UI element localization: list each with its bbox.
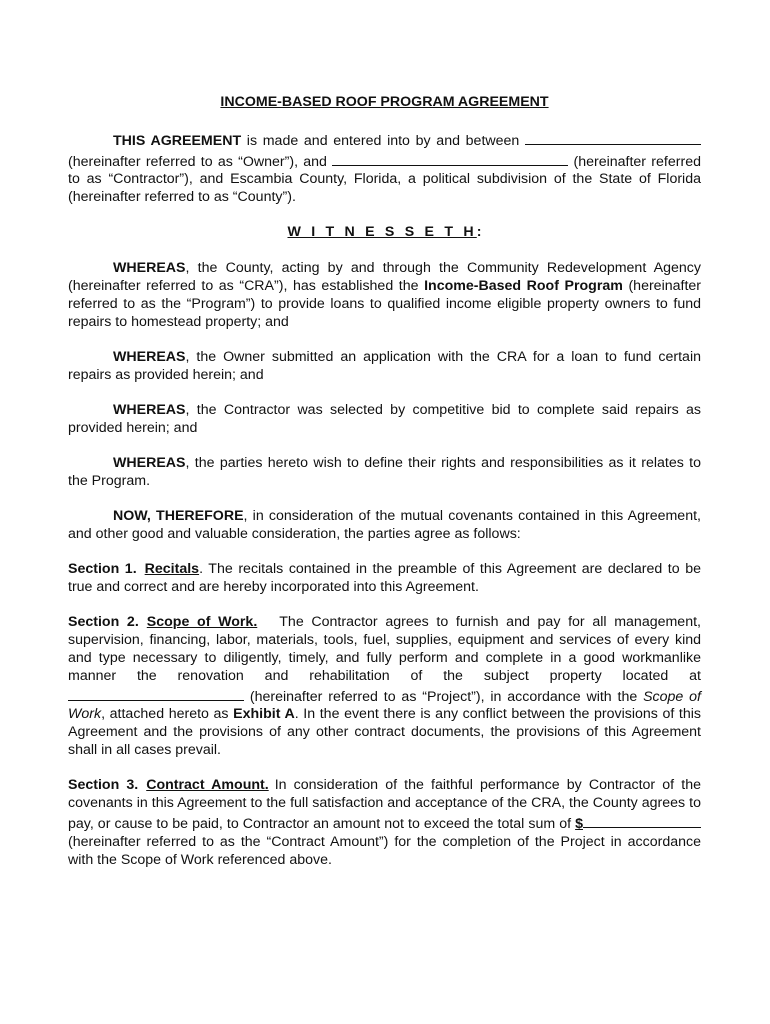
whereas-paragraph-2 — [68, 349, 701, 385]
intro-text-3: (hereinafter referred to as “Contractor”), and Escambia County, Florida, a political subdivision of the State of Florida (hereinafter referred to as “County”). — [68, 153, 701, 206]
document-page — [68, 94, 701, 887]
whereas-2-lead: WHEREAS — [113, 348, 186, 365]
witnesseth-heading — [68, 224, 701, 242]
section-3-title: Contract Amount. — [146, 777, 269, 794]
intro-lead: THIS AGREEMENT — [113, 132, 242, 149]
whereas-4-text: , the parties hereto wish to define their rights and responsibilities as it relates to the Program. — [68, 455, 701, 489]
section-1-text: . The recitals contained in the preamble of this Agreement are declared to be true and correct and are hereby incorporated into this Agreement. — [68, 561, 701, 596]
section-3-text-1: In consideration of the faithful performance by Contractor of the covenants in this Agreement to the full satisfaction and acceptance of the CRA, the County agrees to pay, or cause to be paid, to Contractor an amount not to exceed the total sum of — [68, 777, 701, 832]
section-2-text-4: . In the event there is any conflict between the provisions of this Agreement and the provisions of any other contract documents, the provisions of this Agreement shall in all cases prevail. — [68, 706, 701, 759]
whereas-1-text-1: , the County, acting by and through the Community Redevelopment Agency (hereinafter referred to as “CRA”), has established the — [68, 260, 701, 295]
whereas-paragraph-3 — [68, 402, 701, 438]
contract-amount-blank[interactable] — [583, 813, 701, 828]
section-3-label: Section 3. — [68, 777, 139, 794]
section-3-paragraph — [68, 777, 701, 869]
whereas-1-lead: WHEREAS — [113, 260, 186, 277]
property-address-blank[interactable] — [68, 686, 244, 701]
section-2-text-1: The Contractor agrees to furnish and pay for all management, supervision, financing, labor, materials, tools, fuel, supplies, equipment and services of every kind and type necessary to diligently, timely, and fully perform and complete in a good workmanlike manner the renovation and rehabilitation of the subject property located at — [68, 614, 701, 684]
whereas-4-lead: WHEREAS — [113, 455, 186, 472]
scope-of-work-ref: Scope of Work — [68, 688, 701, 723]
dollar-sign: $ — [575, 815, 583, 832]
whereas-3-text: , the Contractor was selected by competitive bid to complete said repairs as provided herein; and — [68, 402, 701, 436]
whereas-paragraph-4 — [68, 455, 701, 491]
witnesseth-word: W I T N E S S E T H — [287, 224, 477, 241]
document-title: INCOME-BASED ROOF PROGRAM AGREEMENT — [220, 94, 549, 110]
whereas-paragraph-1 — [68, 260, 701, 331]
intro-text-1: is made and entered into by and between — [241, 132, 525, 149]
whereas-3-lead: WHEREAS — [113, 402, 186, 419]
owner-name-blank[interactable] — [525, 130, 701, 145]
exhibit-a-ref: Exhibit A — [233, 706, 295, 723]
intro-text-2: (hereinafter referred to as “Owner”), and — [68, 153, 333, 170]
section-1-paragraph — [68, 561, 701, 597]
intro-paragraph — [68, 130, 701, 207]
whereas-2-text: , the Owner submitted an application with the CRA for a loan to fund certain repairs as provided herein; and — [68, 348, 701, 383]
section-2-label: Section 2. — [68, 614, 139, 631]
section-1-label: Section 1. — [68, 561, 137, 578]
section-2-text-3: , attached hereto as — [101, 706, 234, 723]
section-3-text-2: (hereinafter referred to as the “Contract Amount”) for the completion of the Project in accordance with the Scope of Work referenced above. — [68, 833, 701, 868]
now-therefore-paragraph — [68, 508, 701, 544]
program-name: Income-Based Roof Program — [424, 278, 623, 295]
contractor-name-blank[interactable] — [332, 151, 568, 166]
now-therefore-lead: NOW, THEREFORE — [113, 508, 244, 525]
section-2-paragraph — [68, 614, 701, 759]
now-therefore-text: , in consideration of the mutual covenants contained in this Agreement, and other good and valuable consideration, the parties agree as follows: — [68, 508, 701, 543]
section-2-text-2: (hereinafter referred to as “Project”), in accordance with the — [244, 688, 644, 705]
whereas-1-text-2: (hereinafter referred to as the “Program”) to provide loans to qualified income eligible property owners to fund repairs to homestead property; and — [68, 278, 702, 330]
section-1-title: Recitals — [144, 561, 200, 578]
witnesseth-colon: : — [476, 224, 482, 241]
section-2-title: Scope of Work. — [146, 614, 258, 631]
